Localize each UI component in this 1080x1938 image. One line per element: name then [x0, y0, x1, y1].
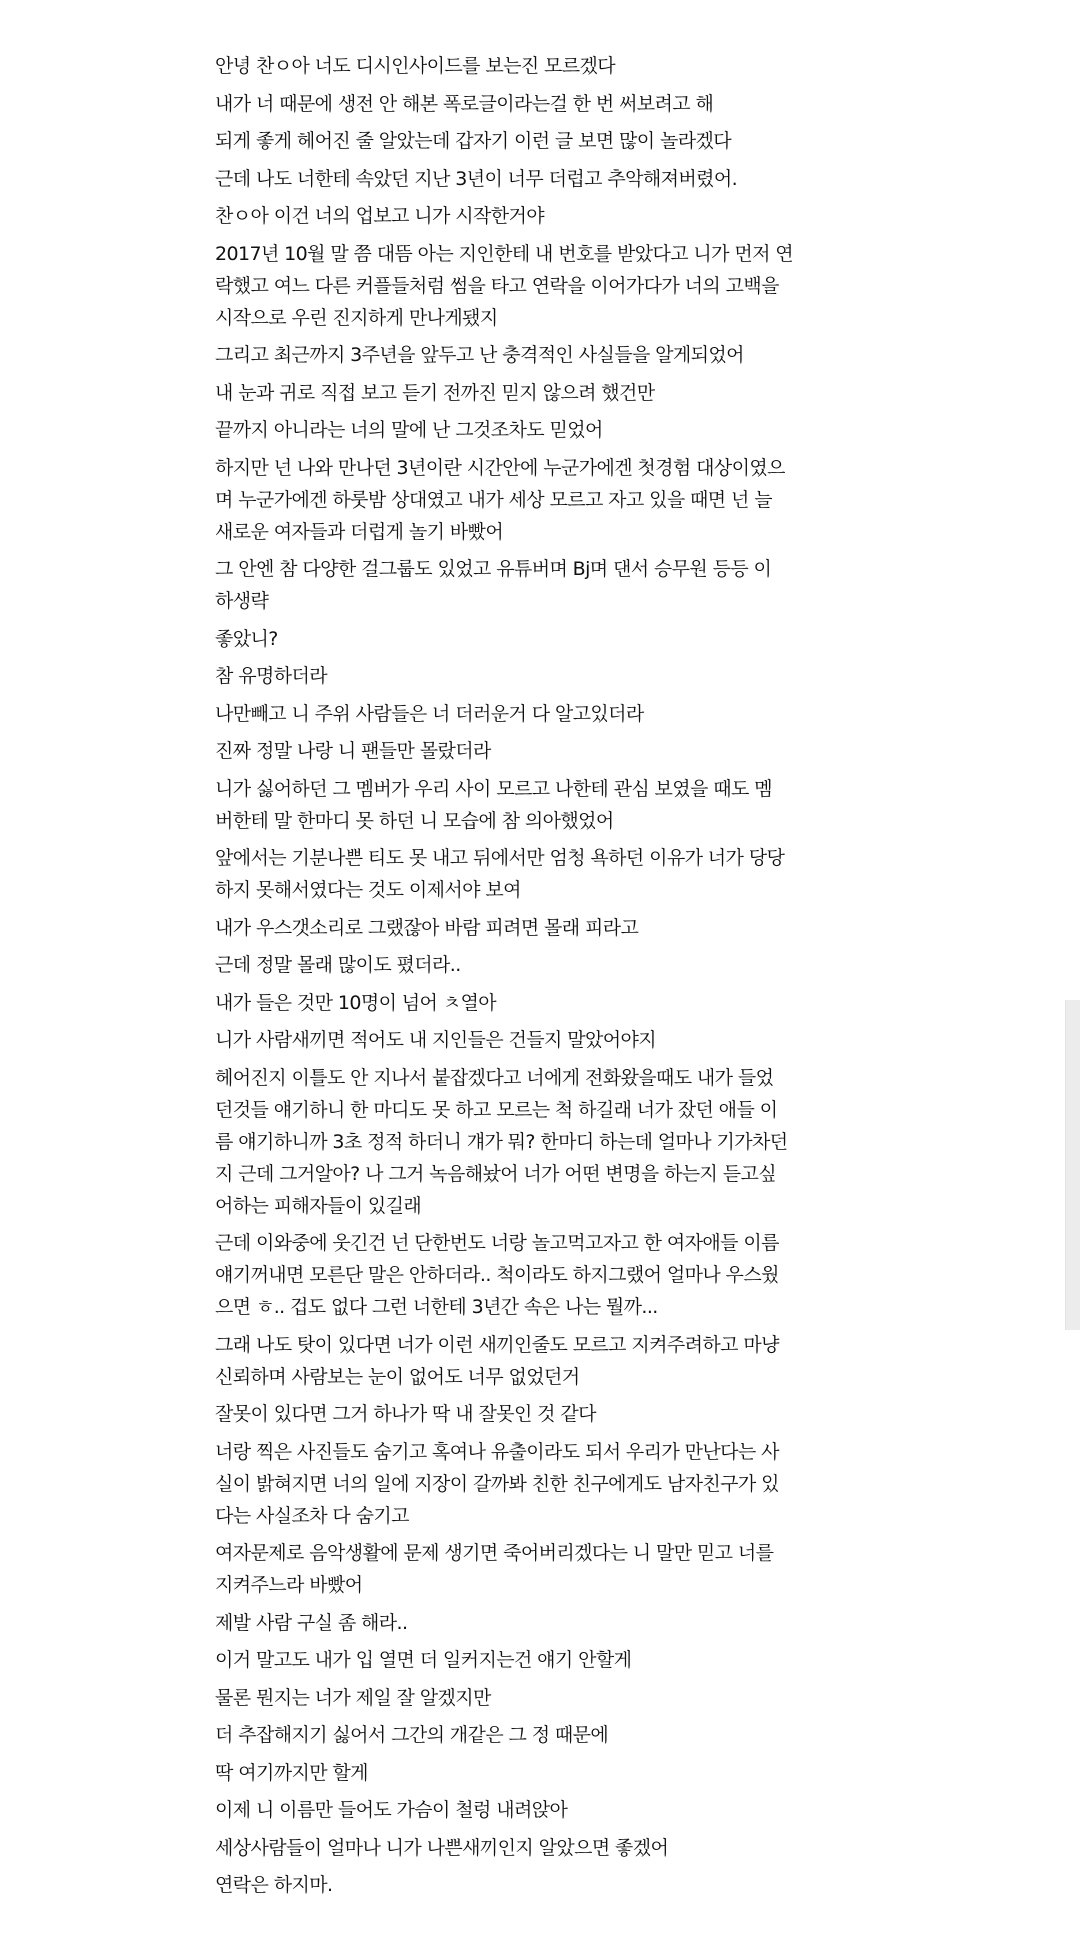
text-line: 잘못이 있다면 그거 하나가 딱 내 잘못인 것 같다 [215, 1403, 596, 1425]
paragraph [215, 1436, 835, 1532]
text-line: 그 안엔 참 다양한 걸그룹도 있었고 유튜버며 Bj며 댄서 승무원 등등 이 [215, 558, 772, 580]
text-line: 나만빼고 니 주위 사람들은 너 더러운거 다 알고있더라 [215, 702, 644, 725]
paragraph [215, 339, 835, 371]
text-line: 더 추잡해지기 싫어서 그간의 개같은 그 정 때문에 [215, 1724, 609, 1746]
text-line: 던것들 얘기하니 한 마디도 못 하고 모르는 척 하길래 너가 잤던 애들 이 [215, 1098, 778, 1121]
text-line: 지켜주느라 바빴어 [215, 1574, 363, 1596]
paragraph [215, 88, 835, 120]
text-line: 니가 싫어하던 그 멤버가 우리 사이 모르고 나한테 관심 보였을 때도 멤 [215, 777, 772, 800]
text-line: 제발 사람 구실 좀 해라.. [215, 1611, 408, 1634]
paragraph [215, 1719, 835, 1751]
paragraph [215, 1398, 835, 1430]
paragraph [215, 238, 835, 334]
scrollbar-thumb[interactable] [1065, 1000, 1080, 1330]
text-line: 버한테 말 한마디 못 하던 니 모습에 참 의아했었어 [215, 809, 614, 832]
text-line: 다는 사실조차 다 숨기고 [215, 1504, 409, 1527]
paragraph [215, 1794, 835, 1826]
paragraph [215, 912, 835, 944]
text-line: 그리고 최근까지 3주년을 앞두고 난 충격적인 사실들을 알게되었어 [215, 344, 744, 366]
paragraph [215, 452, 835, 548]
text-line: 지 근데 그거알아? 나 그거 녹음해놨어 너가 어떤 변명을 하는지 듣고싶 [215, 1162, 776, 1185]
paragraph [215, 987, 835, 1019]
paragraph [215, 1537, 835, 1601]
text-line: 하생략 [215, 590, 269, 612]
paragraph [215, 125, 835, 157]
text-line: 새로운 여자들과 더럽게 놀기 바빴어 [215, 520, 504, 543]
text-line: 딱 여기까지만 할게 [215, 1761, 368, 1784]
paragraph [215, 1682, 835, 1714]
text-line: 이거 말고도 내가 입 열면 더 일커지는건 얘기 안할게 [215, 1649, 632, 1671]
text-line: 찬ㅇ아 이건 너의 업보고 니가 시작한거야 [215, 205, 545, 227]
paragraph [215, 377, 835, 409]
text-line: 너랑 찍은 사진들도 숨기고 혹여나 유출이라도 되서 우리가 만난다는 사 [215, 1440, 779, 1463]
paragraph [215, 1757, 835, 1789]
paragraph [215, 660, 835, 692]
text-line: 좋았니? [215, 627, 278, 650]
text-line: 참 유명하더라 [215, 665, 327, 687]
paragraph [215, 200, 835, 232]
text-line: 내 눈과 귀로 직접 보고 듣기 전까진 믿지 않으려 했건만 [215, 381, 655, 404]
text-line: 그래 나도 탓이 있다면 너가 이런 새끼인줄도 모르고 지켜주려하고 마냥 [215, 1333, 779, 1356]
text-line: 내가 들은 것만 10명이 넘어 ㅊ열아 [215, 991, 496, 1014]
text-line: 얘기꺼내면 모른단 말은 안하더라.. 척이라도 하지그랬어 얼마나 우스웠 [215, 1264, 779, 1286]
paragraph [215, 1329, 835, 1393]
paragraph [215, 1227, 835, 1323]
paragraph [215, 1062, 835, 1222]
paragraph [215, 1024, 835, 1056]
text-line: 근데 이와중에 웃긴건 넌 단한번도 너랑 놀고먹고자고 한 여자애들 이름 [215, 1232, 779, 1254]
paragraph [215, 1607, 835, 1639]
paragraph [215, 553, 835, 617]
text-line: 실이 밝혀지면 너의 일에 지장이 갈까봐 친한 친구에게도 남자친구가 있 [215, 1472, 779, 1495]
text-line: 근데 나도 너한테 속았던 지난 3년이 너무 더럽고 추악해져버렸어. [215, 167, 738, 190]
text-line: 이제 니 이름만 들어도 가슴이 철렁 내려앉아 [215, 1799, 568, 1821]
text-line: 앞에서는 기분나쁜 티도 못 내고 뒤에서만 엄청 욕하던 이유가 너가 당당 [215, 847, 785, 869]
text-line: 름 얘기하니까 3초 정적 하더니 걔가 뭐? 한마디 하는데 얼마나 기가차던 [215, 1130, 788, 1153]
text-line: 으면 ㅎ.. 겁도 없다 그런 너한테 3년간 속은 나는 뭘까... [215, 1296, 658, 1318]
paragraph [215, 163, 835, 195]
text-line: 하지만 넌 나와 만나던 3년이란 시간안에 누군가에겐 첫경험 대상이였으 [215, 456, 785, 479]
text-line: 여자문제로 음악생활에 문제 생기면 죽어버리겠다는 니 말만 믿고 너를 [215, 1542, 774, 1564]
post-body [215, 50, 835, 1907]
paragraph [215, 1832, 835, 1864]
text-line: 어하는 피해자들이 있길래 [215, 1194, 422, 1217]
paragraph [215, 698, 835, 730]
paragraph [215, 50, 835, 82]
text-line: 되게 좋게 헤어진 줄 알았는데 갑자기 이런 글 보면 많이 놀라겠다 [215, 130, 732, 152]
text-line: 내가 너 때문에 생전 안 해본 폭로글이라는걸 한 번 써보려고 해 [215, 92, 714, 115]
paragraph [215, 1869, 835, 1901]
text-line: 시작으로 우린 진지하게 만나게됐지 [215, 306, 498, 329]
paragraph [215, 949, 835, 981]
text-line: 연락은 하지마. [215, 1874, 333, 1896]
text-line: 진짜 정말 나랑 니 팬들만 몰랐더라 [215, 740, 491, 762]
text-line: 근데 정말 몰래 많이도 폈더라.. [215, 954, 461, 976]
text-line: 하지 못해서였다는 것도 이제서야 보여 [215, 879, 521, 901]
text-line: 며 누군가에겐 하룻밤 상대였고 내가 세상 모르고 자고 있을 때면 넌 늘 [215, 488, 772, 511]
paragraph [215, 1644, 835, 1676]
text-line: 헤어진지 이틀도 안 지나서 붙잡겠다고 너에게 전화왔을때도 내가 들었 [215, 1066, 774, 1089]
text-line: 락했고 여느 다른 커플들처럼 썸을 타고 연락을 이어가다가 너의 고백을 [215, 274, 779, 297]
text-line: 물론 뭔지는 너가 제일 잘 알겠지만 [215, 1686, 491, 1709]
text-line: 신뢰하며 사람보는 눈이 없어도 너무 없었던거 [215, 1365, 580, 1388]
paragraph [215, 623, 835, 655]
text-line: 내가 우스갯소리로 그랬잖아 바람 피려면 몰래 피라고 [215, 916, 639, 939]
text-line: 끝까지 아니라는 너의 말에 난 그것조차도 믿었어 [215, 419, 603, 441]
paragraph [215, 735, 835, 767]
paragraph [215, 773, 835, 837]
text-line: 안녕 찬ㅇ아 너도 디시인사이드를 보는진 모르겠다 [215, 55, 616, 77]
paragraph [215, 414, 835, 446]
paragraph [215, 842, 835, 906]
text-line: 2017년 10월 말 쯤 대뜸 아는 지인한테 내 번호를 받았다고 니가 먼저 연 [215, 242, 794, 265]
text-line: 세상사람들이 얼마나 니가 나쁜새끼인지 알았으면 좋겠어 [215, 1836, 669, 1859]
text-line: 니가 사람새끼면 적어도 내 지인들은 건들지 말았어야지 [215, 1029, 656, 1051]
